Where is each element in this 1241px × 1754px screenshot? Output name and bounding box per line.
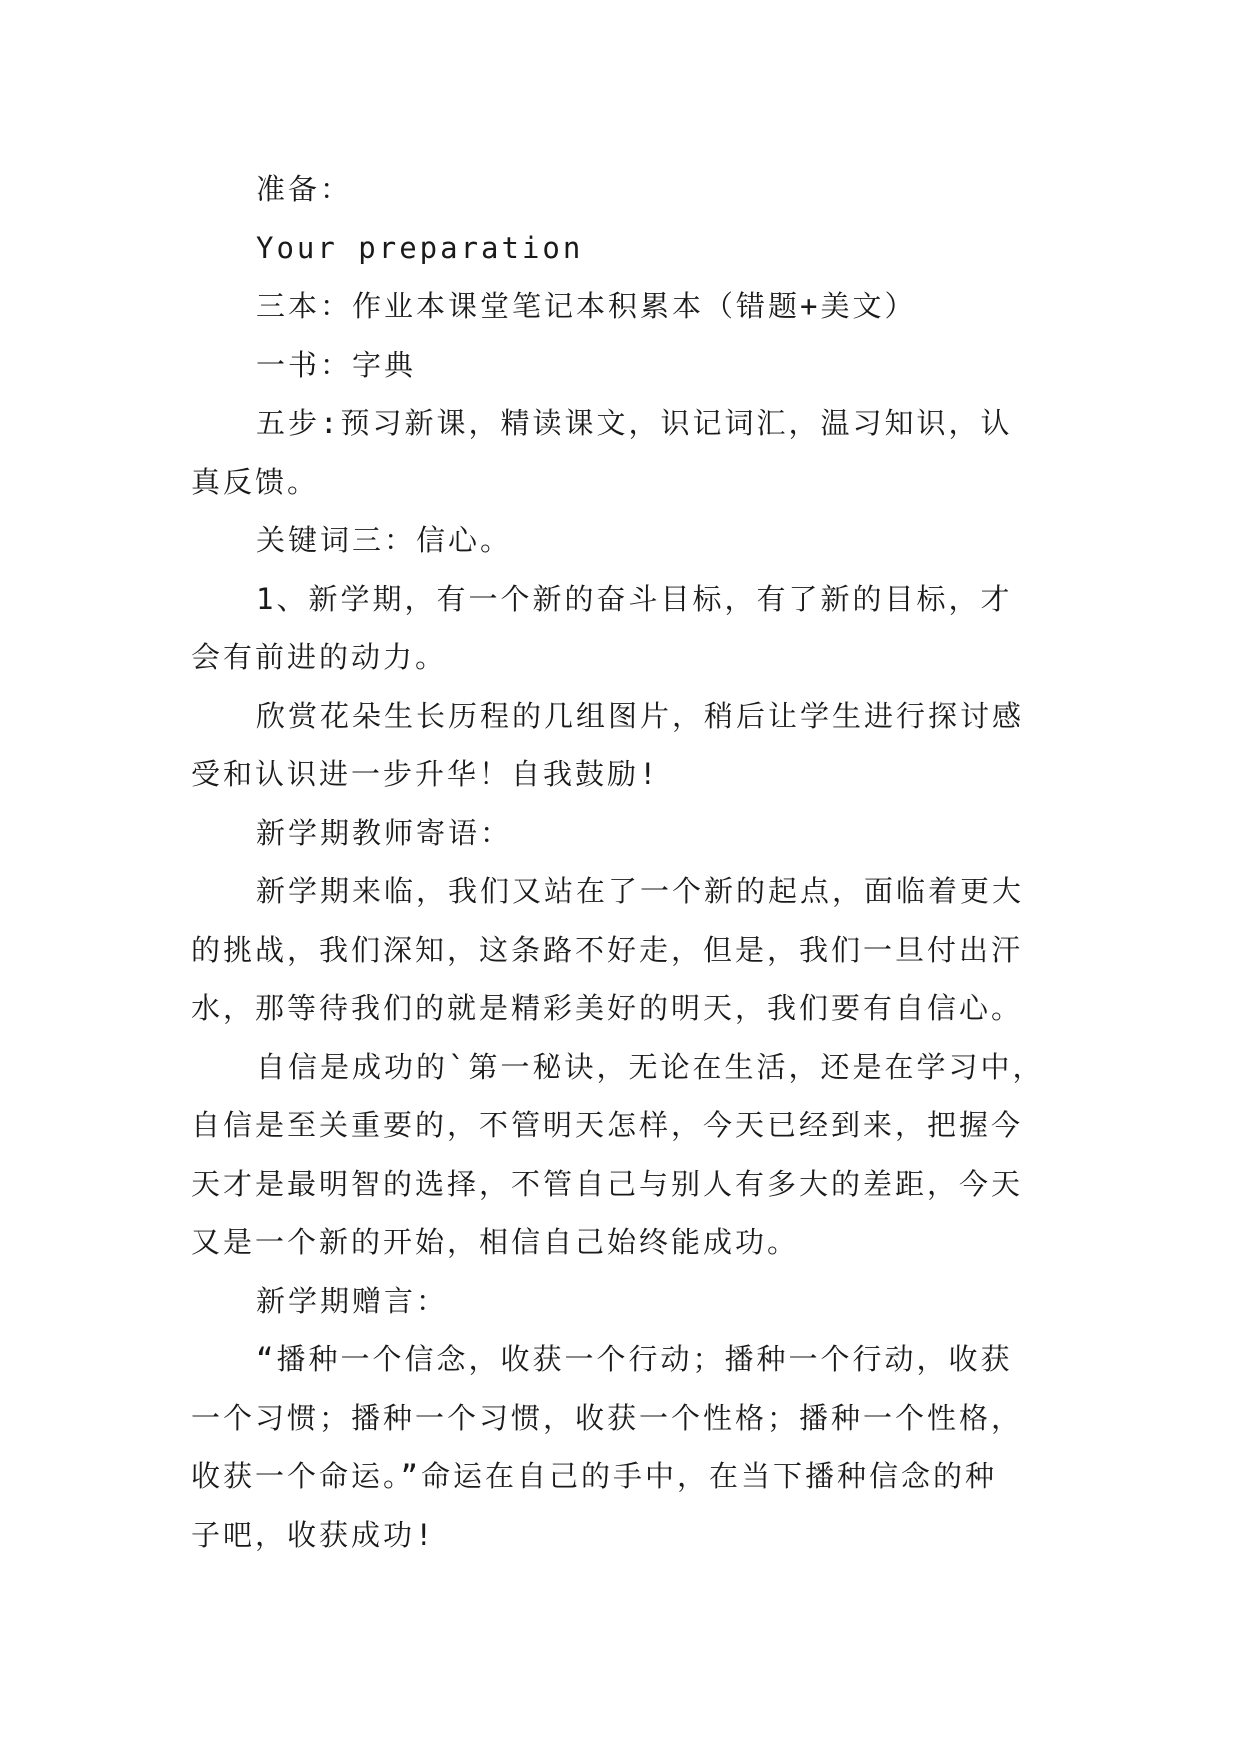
text-line: 收获一个命运。”命运在自己的手中，在当下播种信念的种 — [191, 1459, 997, 1493]
paragraph-preparation-heading — [191, 160, 1067, 219]
paragraph-keyword-three — [191, 511, 1067, 570]
text-line: 新学期来临，我们又站在了一个新的起点，面临着更大 — [256, 874, 1025, 908]
text-line: 准备： — [256, 172, 353, 206]
text-line: 五步:预习新课，精读课文，识记词汇，温习知识，认 — [256, 406, 1013, 440]
paragraph-new-semester — [191, 862, 1067, 1038]
text-line: “播种一个信念，收获一个行动；播种一个行动，收获 — [256, 1342, 1013, 1376]
paragraph-five-steps — [191, 394, 1067, 511]
text-line: 三本：作业本课堂笔记本积累本（错题+美文） — [256, 289, 917, 323]
paragraph-your-preparation — [191, 219, 1067, 278]
paragraph-confidence — [191, 1038, 1067, 1272]
text-line: 一个习惯；播种一个习惯，收获一个性格；播种一个性格， — [191, 1400, 1024, 1435]
text-line: 会有前进的动力。 — [191, 640, 448, 674]
text-line: 自信是至关重要的，不管明天怎样，今天已经到来，把握今 — [191, 1108, 1024, 1142]
text-line: 一书：字典 — [256, 347, 417, 382]
paragraph-sow-belief — [191, 1330, 1067, 1564]
text-line: 天才是最明智的选择，不管自己与别人有多大的差距，今天 — [191, 1166, 1024, 1201]
paragraph-teacher-message-heading — [191, 804, 1067, 863]
text-line: 新学期教师寄语： — [256, 815, 513, 850]
text-line: 的挑战，我们深知，这条路不好走，但是，我们一旦付出汗 — [191, 932, 1024, 967]
paragraph-gift-words-heading — [191, 1272, 1067, 1331]
text-line: 子吧，收获成功! — [191, 1517, 436, 1552]
text-line: 真反馈。 — [191, 464, 320, 499]
text-line: 欣赏花朵生长历程的几组图片，稍后让学生进行探讨感 — [256, 698, 1025, 733]
paragraph-new-goal — [191, 570, 1067, 687]
text-line: 自信是成功的`第一秘诀，无论在生活，还是在学习中， — [256, 1049, 1045, 1084]
paragraph-one-book — [191, 336, 1067, 395]
paragraph-flower-pictures — [191, 687, 1067, 804]
text-line: 新学期赠言： — [256, 1283, 449, 1318]
text-line: 受和认识进一步升华！自我鼓励! — [191, 757, 660, 791]
text-line: 水，那等待我们的就是精彩美好的明天，我们要有自信心。 — [191, 991, 1024, 1025]
document-body — [191, 160, 1067, 1564]
text-line: 关键词三：信心。 — [256, 523, 513, 557]
text-line: 又是一个新的开始，相信自己始终能成功。 — [191, 1225, 800, 1259]
text-line: 1、新学期，有一个新的奋斗目标，有了新的目标，才 — [256, 581, 1013, 616]
paragraph-three-books — [191, 277, 1067, 336]
text-line: Your preparation — [256, 230, 584, 265]
